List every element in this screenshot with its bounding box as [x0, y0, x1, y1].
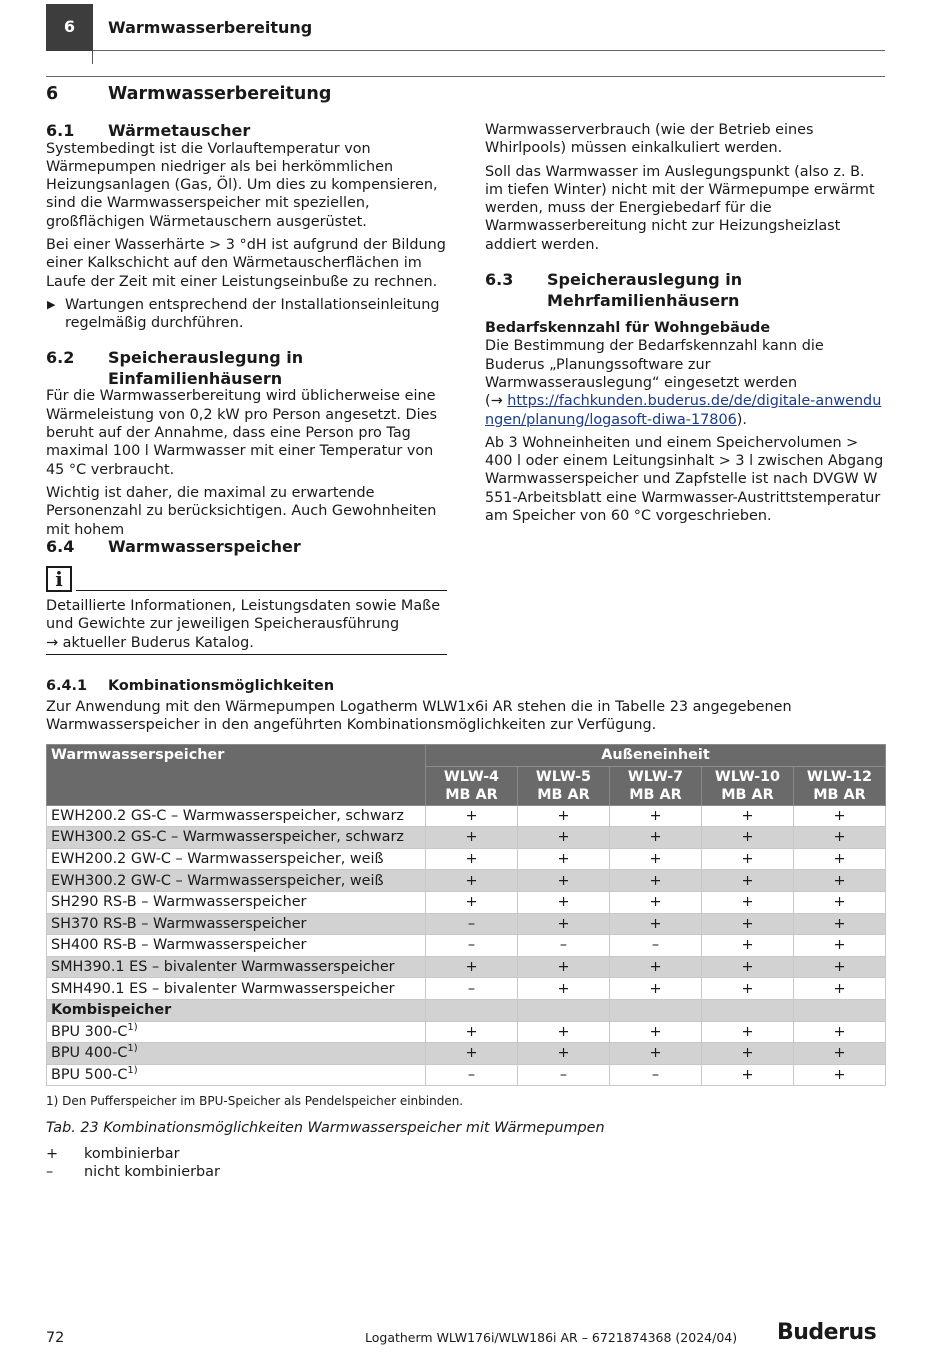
paragraph: Die Bestimmung der Bedarfskennzahl kann die Buderus „Planungssoftware zur Warmwasserauslegung“ eingesetzt werden [485, 338, 824, 391]
paragraph: Bei einer Wasserhärte > 3 °dH ist aufgrund der Bildung einer Kalkschicht auf den Wärmetauscherflächen im Laufe der Zeit mit einer Leistungseinbuße zu rechnen. [46, 236, 446, 290]
legend-symbol: – [46, 1164, 54, 1181]
table-row [47, 1021, 886, 1043]
table-row [47, 1064, 886, 1086]
compatibility-cell: + [702, 848, 794, 870]
compatibility-cell: – [426, 1064, 518, 1086]
compatibility-cell: + [702, 827, 794, 849]
chapter-number-box: 6 [46, 4, 93, 51]
bullet-text: Wartungen entsprechend der Installationseinleitung regelmäßig durchführen. [65, 296, 440, 332]
info-box-text [46, 597, 448, 652]
column-header-unit: WLW-5 MB AR [518, 766, 610, 805]
column-header-unit: WLW-7 MB AR [610, 766, 702, 805]
compatibility-cell: + [518, 870, 610, 892]
table-row [47, 1043, 886, 1065]
storage-name-cell [47, 935, 426, 957]
compatibility-cell: + [426, 1021, 518, 1043]
compatibility-cell: + [794, 913, 886, 935]
group-spacer-cell [426, 999, 518, 1021]
storage-name: EWH300.2 GW-C – Warmwasserspeicher, weiß [51, 872, 384, 889]
section-title: Speicherauslegung in Mehrfamilienhäusern [547, 270, 743, 310]
compatibility-cell: + [518, 913, 610, 935]
compatibility-cell: + [794, 848, 886, 870]
paragraph: Ab 3 Wohneinheiten und einem Speichervolumen > 400 l oder einem Leitungsinhalt > 3 l zwischen Abgang Warmwasserspeicher und Zapfstelle ist nach DVGW W 551-Arbeitsblatt eine Warmwasser-Austrittstemperatur am Speicher von 60 °C vorgeschrieben. [485, 434, 884, 525]
table-row [47, 978, 886, 1000]
storage-name-cell [47, 1064, 426, 1086]
compatibility-cell: + [518, 978, 610, 1000]
compatibility-cell: + [518, 1021, 610, 1043]
subheading: Bedarfskennzahl für Wohngebäude [485, 320, 771, 337]
compatibility-cell: + [610, 913, 702, 935]
table-row [47, 891, 886, 913]
group-spacer-cell [518, 999, 610, 1021]
storage-name: EWH300.2 GS-C – Warmwasserspeicher, schwarz [51, 829, 404, 846]
compatibility-cell: + [702, 935, 794, 957]
section-6-4-1-heading [46, 677, 334, 695]
section-number: 6 [46, 84, 59, 104]
compatibility-cell: + [518, 805, 610, 827]
info-icon: i [46, 566, 72, 592]
compatibility-cell: – [426, 913, 518, 935]
table-caption: Tab. 23 Kombinationsmöglichkeiten Warmwasserspeicher mit Wärmepumpen [46, 1120, 605, 1136]
legend [46, 1145, 220, 1182]
storage-name-cell [47, 1043, 426, 1065]
compatibility-cell: + [794, 1043, 886, 1065]
section-number: 6.4.1 [46, 678, 87, 694]
legend-text: kombinierbar [84, 1146, 180, 1162]
table-row [47, 956, 886, 978]
compatibility-cell: + [518, 1043, 610, 1065]
legend-item [46, 1145, 220, 1163]
compatibility-cell: + [610, 870, 702, 892]
page-number: 72 [46, 1330, 65, 1346]
paragraph: Für die Warmwasserbereitung wird üblicherweise eine Wärmeleistung von 0,2 kW pro Person angesetzt. Dies beruht auf der Annahme, dass eine Person pro Tag maximal 100 l Warmwasser mit einer Temperatur von 45 °C verbraucht. [46, 388, 437, 478]
compatibility-cell: + [794, 978, 886, 1000]
footnote-marker: 1) [127, 1043, 138, 1055]
storage-name: BPU 400-C [51, 1045, 128, 1062]
compatibility-cell: + [610, 805, 702, 827]
compatibility-cell: + [518, 956, 610, 978]
compatibility-cell: + [794, 891, 886, 913]
compatibility-cell: + [702, 978, 794, 1000]
info-rule-bottom [46, 654, 447, 655]
arrow-icon: → [490, 393, 503, 410]
compatibility-cell: + [794, 827, 886, 849]
compatibility-cell: + [426, 870, 518, 892]
section-number: 6.2 [46, 348, 75, 368]
compatibility-cell: + [610, 1043, 702, 1065]
storage-name: SH290 RS-B – Warmwasserspeicher [51, 894, 307, 911]
section-title: Speicherauslegung in Einfamilienhäusern [108, 348, 304, 388]
compatibility-cell: + [610, 1021, 702, 1043]
section-6-3-heading [485, 270, 887, 311]
compatibility-cell: – [518, 935, 610, 957]
section-number: 6.1 [46, 121, 75, 140]
header-rule [93, 50, 885, 51]
compatibility-cell: + [702, 870, 794, 892]
storage-name: BPU 300-C [51, 1023, 128, 1040]
storage-name: SH370 RS-B – Warmwasserspeicher [51, 915, 307, 932]
compatibility-cell: + [518, 848, 610, 870]
section-6-1-heading [46, 121, 448, 142]
compatibility-cell: + [702, 1043, 794, 1065]
storage-name-cell [47, 805, 426, 827]
column-header-unit: WLW-10 MB AR [702, 766, 794, 805]
storage-name: EWH200.2 GS-C – Warmwasserspeicher, schwarz [51, 807, 404, 824]
section-number: 6.3 [485, 270, 514, 290]
section-6-2-heading [46, 348, 448, 389]
table-group-row [47, 999, 886, 1021]
section-6-4-heading [46, 537, 301, 558]
table-row [47, 935, 886, 957]
paragraph: Systembedingt ist die Vorlauftemperatur von Wärmepumpen niedriger als bei herkömmlichen Heizungsanlagen (Gas, Öl). Um dies zu kompensieren, sind die Warmwasserspeicher mit speziellen, großflächigen Wärmetauschern ausgerüstet. [46, 140, 438, 230]
legend-item [46, 1163, 220, 1181]
buderus-logo: Buderus [777, 1320, 877, 1345]
compatibility-cell: + [426, 848, 518, 870]
table-row [47, 870, 886, 892]
group-label: Kombispeicher [47, 999, 426, 1021]
table-row [47, 913, 886, 935]
compatibility-cell: + [794, 935, 886, 957]
combination-table [46, 744, 886, 1086]
storage-name: BPU 500-C [51, 1067, 128, 1084]
compatibility-cell: + [610, 827, 702, 849]
header-rule-lower [46, 76, 885, 77]
compatibility-cell: + [702, 891, 794, 913]
link-suffix: ). [736, 411, 747, 428]
compatibility-cell: + [610, 956, 702, 978]
compatibility-cell: + [702, 956, 794, 978]
paragraph: Soll das Warmwasser im Auslegungspunkt (also z. B. im tiefen Winter) nicht mit der Wärmepumpe erwärmt werden, muss der Energiebedarf für die Warmwasserbereitung nicht zur Heizungsheizlast addiert werden. [485, 163, 875, 253]
group-spacer-cell [702, 999, 794, 1021]
section-title: Wärmetauscher [108, 121, 251, 140]
compatibility-cell: + [610, 891, 702, 913]
footnote-marker: 1) [127, 1065, 138, 1077]
right-column [485, 121, 887, 530]
storage-name-cell [47, 913, 426, 935]
legend-text: nicht kombinierbar [84, 1164, 220, 1181]
section-title: Kombinationsmöglichkeiten [108, 678, 335, 694]
link-paragraph [485, 392, 887, 429]
storage-name-cell [47, 891, 426, 913]
compatibility-cell: + [794, 956, 886, 978]
footnote-marker: 1) [127, 1022, 138, 1034]
legend-symbol: + [46, 1146, 59, 1162]
storage-name: SMH390.1 ES – bivalenter Warmwasserspeicher [51, 959, 395, 976]
info-text: Detaillierte Informationen, Leistungsdaten sowie Maße und Gewichte zur jeweiligen Speicherausführung [46, 598, 441, 633]
link-prefix: ( [485, 393, 491, 410]
compatibility-cell: – [518, 1064, 610, 1086]
section-6-heading [46, 85, 331, 103]
info-rule [76, 590, 447, 591]
compatibility-cell: + [702, 913, 794, 935]
table-row [47, 848, 886, 870]
table-footnote: 1) Den Pufferspeicher im BPU-Speicher als Pendelspeicher einbinden. [46, 1094, 464, 1108]
storage-name-cell [47, 870, 426, 892]
info-reference: → aktueller Buderus Katalog. [46, 634, 254, 651]
compatibility-cell: + [794, 805, 886, 827]
section-title: Warmwasserspeicher [108, 537, 301, 556]
compatibility-cell: – [426, 978, 518, 1000]
column-header-unit: WLW-4 MB AR [426, 766, 518, 805]
chapter-tick [92, 51, 93, 64]
storage-name: SMH490.1 ES – bivalenter Warmwasserspeicher [51, 980, 395, 997]
section-number: 6.4 [46, 537, 75, 556]
section-title: Warmwasserbereitung [108, 84, 332, 104]
compatibility-cell: – [610, 935, 702, 957]
document-id: Logatherm WLW176i/WLW186i AR – 6721874368 (2024/04) [365, 1330, 738, 1345]
compatibility-cell: + [426, 827, 518, 849]
group-spacer-cell [610, 999, 702, 1021]
storage-name-cell [47, 1021, 426, 1043]
compatibility-cell: + [702, 805, 794, 827]
compatibility-cell: + [794, 1064, 886, 1086]
compatibility-cell: + [794, 1021, 886, 1043]
table-intro: Zur Anwendung mit den Wärmepumpen Logatherm WLW1x6i AR stehen die in Tabelle 23 angegebenen Warmwasserspeicher in den angeführten Kombinationsmöglichkeiten zur Verfügung. [46, 699, 792, 734]
compatibility-cell: + [702, 1064, 794, 1086]
compatibility-cell: – [610, 1064, 702, 1086]
compatibility-cell: + [794, 870, 886, 892]
compatibility-cell: + [426, 891, 518, 913]
storage-name: SH400 RS-B – Warmwasserspeicher [51, 937, 307, 954]
column-header-outdoor-unit: Außeneinheit [426, 745, 886, 767]
storage-name-cell [47, 978, 426, 1000]
table-row [47, 805, 886, 827]
compatibility-cell: + [610, 978, 702, 1000]
storage-name-cell [47, 848, 426, 870]
compatibility-cell: + [518, 891, 610, 913]
compatibility-cell: + [426, 1043, 518, 1065]
paragraph: Wichtig ist daher, die maximal zu erwartende Personenzahl zu berücksichtigen. Auch Gewohnheiten mit hohem [46, 484, 437, 538]
left-column [46, 121, 448, 544]
running-title: Warmwasserbereitung [108, 18, 313, 37]
web-link[interactable]: https://fachkunden.buderus.de/de/digitale-anwendungen/planung/logasoft-diwa-17806 [485, 393, 882, 428]
compatibility-cell: + [702, 1021, 794, 1043]
table-header-row [47, 745, 886, 767]
storage-name-cell [47, 827, 426, 849]
storage-name-cell [47, 956, 426, 978]
compatibility-cell: + [610, 848, 702, 870]
compatibility-cell: + [426, 956, 518, 978]
paragraph: Warmwasserverbrauch (wie der Betrieb eines Whirlpools) müssen einkalkuliert werden. [485, 122, 814, 157]
compatibility-cell: + [426, 805, 518, 827]
compatibility-cell: – [426, 935, 518, 957]
storage-name: EWH200.2 GW-C – Warmwasserspeicher, weiß [51, 851, 384, 868]
column-header-unit: WLW-12 MB AR [794, 766, 886, 805]
group-spacer-cell [794, 999, 886, 1021]
compatibility-cell: + [518, 827, 610, 849]
triangle-bullet-icon: ▶ [47, 297, 56, 311]
bullet-item [46, 296, 448, 333]
table-row [47, 827, 886, 849]
column-header-storage: Warmwasserspeicher [47, 745, 426, 806]
